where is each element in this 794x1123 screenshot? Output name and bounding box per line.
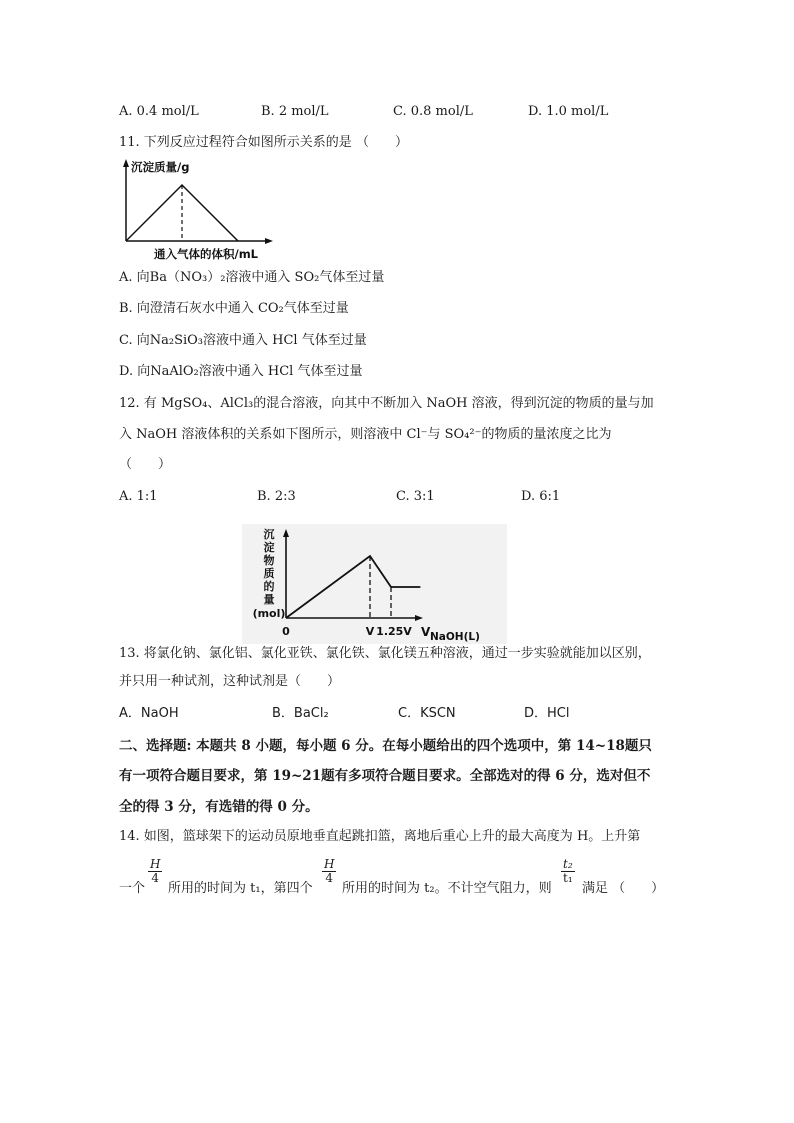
- q14-frac2-den: 4: [325, 871, 334, 885]
- q12-xlabel-main: V: [421, 625, 431, 639]
- q12-xlabel-sub: NaOH(L): [430, 631, 480, 643]
- q12-option-b: B. 2:3: [257, 489, 296, 504]
- q12-yunit: (mol): [252, 607, 286, 620]
- q13-stem-line1: 13. 将氯化钠、氯化铝、氯化亚铁、氯化铁、氯化镁五种溶液，通过一步实验就能加以区别，: [119, 646, 651, 661]
- q13-option-d: D．HCl: [524, 706, 570, 721]
- q12-ylabel-char: 沉: [263, 528, 275, 541]
- q11-option-c: C. 向Na₂SiO₃溶液中通入 HCl 气体至过量: [119, 333, 367, 348]
- section2-line3: 全的得 3 分，有选错的得 0 分。: [119, 799, 319, 815]
- q11-option-d: D. 向NaAlO₂溶液中通入 HCl 气体至过量: [119, 364, 363, 379]
- q11-stem: 11. 下列反应过程符合如图所示关系的是 （ ）: [119, 135, 408, 150]
- q12-ylabel-char: 物: [263, 554, 275, 567]
- q12-stem-line3: （ ）: [119, 457, 172, 472]
- q14-seg4: 满足 （ ）: [582, 881, 665, 896]
- q12-tick-label-125v: 1.25V: [376, 625, 412, 638]
- q10-option-c: C. 0.8 mol/L: [393, 104, 473, 119]
- q14-seg2: 所用的时间为 t₁，第四个: [168, 881, 313, 896]
- q11-option-a: A. 向Ba（NO₃）₂溶液中通入 SO₂气体至过量: [119, 270, 385, 285]
- q11-chart: [118, 155, 288, 263]
- q14-line1: 14. 如图，篮球架下的运动员原地垂直起跳扣篮，离地后重心上升的最大高度为 H。上升第: [119, 829, 641, 844]
- q11-x-arrow: [265, 238, 273, 244]
- section2-line1: 二、选择题: 本题共 8 小题，每小题 6 分。在每小题给出的四个选项中，第 14~18题只: [119, 738, 652, 754]
- q12-stem-line1: 12. 有 MgSO₄、AlCl₃的混合溶液，向其中不断加入 NaOH 溶液，得到沉淀的物质的量与加: [119, 396, 654, 411]
- q11-option-b: B. 向澄清石灰水中通入 CO₂气体至过量: [119, 301, 349, 316]
- q11-xlabel: 通入气体的体积/mL: [154, 247, 259, 261]
- q12-ylabel-char: 淀: [263, 541, 275, 554]
- q14-fraction-t2-t1: [561, 858, 575, 885]
- q12-ylabel-char: 的: [263, 580, 275, 593]
- q13-stem-line2: 并只用一种试剂，这种试剂是（ ）: [119, 674, 341, 689]
- q11-ylabel: 沉淀质量/g: [131, 160, 190, 174]
- q13-option-b: B．BaCl₂: [272, 706, 329, 721]
- q12-chart: [242, 524, 507, 644]
- q14-seg3: 所用的时间为 t₂。不计空气阻力，则: [342, 881, 552, 896]
- q14-fraction-h4-fourth: [322, 858, 336, 885]
- q14-frac1-den: 4: [151, 871, 160, 885]
- q14-frac2-num: H: [324, 857, 335, 871]
- q14-frac3-num: t₂: [563, 857, 573, 871]
- q12-ylabel-char: 质: [263, 567, 275, 580]
- q12-option-c: C. 3:1: [396, 489, 435, 504]
- q10-option-d: D. 1.0 mol/L: [528, 104, 609, 119]
- q12-stem-line2: 入 NaOH 溶液体积的关系如下图所示，则溶液中 Cl⁻与 SO₄²⁻的物质的量浓度之比为: [119, 427, 612, 442]
- section2-line2: 有一项符合题目要求，第 19~21题有多项符合题目要求。全部选对的得 6 分，选对但不: [119, 768, 651, 784]
- q14-seg1: 一个: [119, 881, 146, 896]
- q13-option-a: A．NaOH: [119, 706, 179, 721]
- q12-tick-label-v: V: [365, 625, 375, 638]
- q14-frac3-den: t₁: [563, 871, 573, 885]
- q12-ylabel-char: 量: [263, 593, 275, 606]
- q11-y-arrow: [123, 159, 129, 167]
- q10-option-a: A. 0.4 mol/L: [119, 104, 199, 119]
- q12-option-a: A. 1:1: [119, 489, 158, 504]
- q12-option-d: D. 6:1: [521, 489, 561, 504]
- q14-frac1-num: H: [150, 857, 161, 871]
- q13-option-c: C．KSCN: [398, 706, 456, 721]
- q14-fraction-h4-first: [148, 858, 162, 885]
- q12-origin-label: 0: [282, 625, 290, 638]
- q10-option-b: B. 2 mol/L: [261, 104, 329, 119]
